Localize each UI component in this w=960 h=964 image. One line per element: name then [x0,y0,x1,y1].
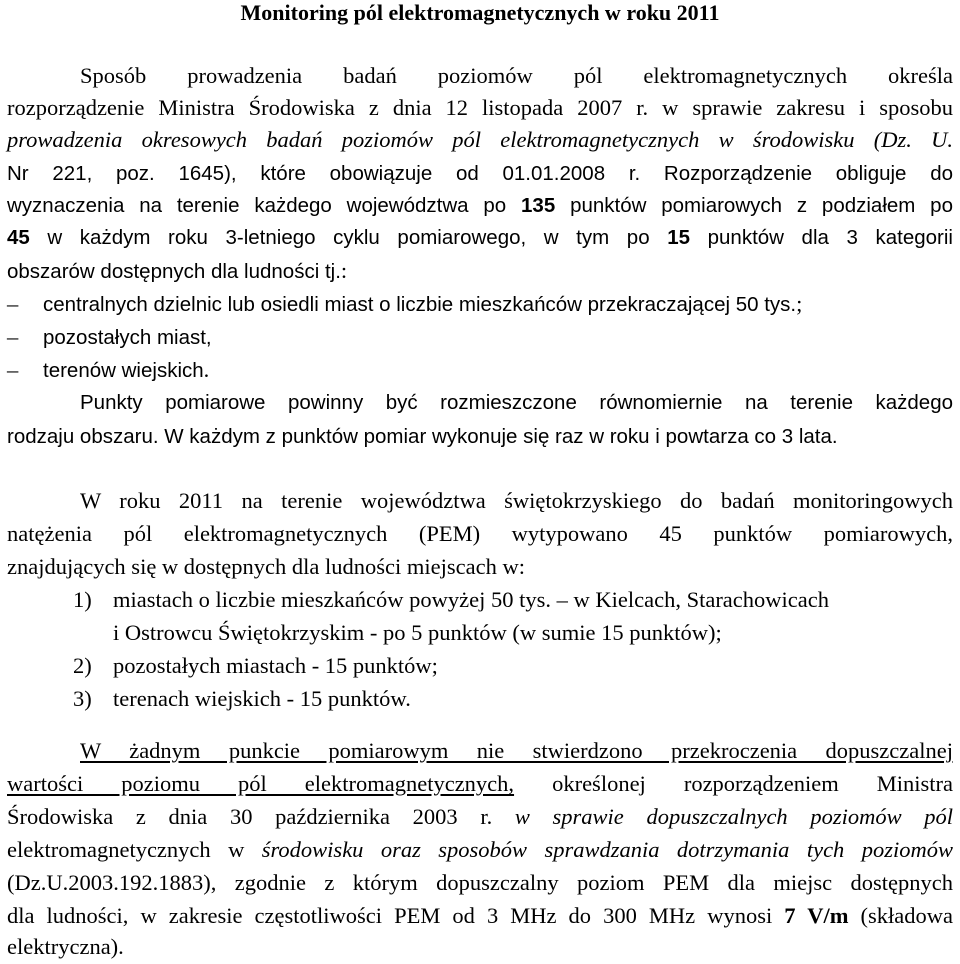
limit-value: 7 V/m [784,903,849,928]
intro-line-5-part-a: wyznaczenia na terenie każdego województwa po [7,194,507,217]
list-item-text: terenach wiejskich - 15 punktów. [113,686,411,711]
y2011-line-3: znajdujących się w dostępnych dla ludności miejscach w: [7,554,525,579]
conclusion-line-4-part-b: środowisku oraz sposobów sprawdzania dotrzymania tych poziomów [261,837,953,862]
count-45: 45 [7,226,30,249]
conclusion-line-3 [7,801,953,834]
conclusion-line-4-part-a: elektromagnetycznych w [7,837,245,862]
conclusion-line-6-part-a: dla ludności, w zakresie częstotliwości PEM od 3 MHz do 300 MHz wynosi [7,903,773,928]
dash-item-text: centralnych dzielnic lub osiedli miast o liczbie mieszkańców przekraczającej 50 tys. [43,293,797,316]
count-15: 15 [667,226,691,249]
conclusion-line-6-part-c: (składowa [860,903,953,928]
intro-line-5 [7,190,953,223]
y2011-line-1: W roku 2011 na terenie województwa świętokrzyskiego do badań monitoringowych [80,488,953,513]
intro-line-6-part-b: punktów dla 3 kategorii [707,226,953,249]
list-item [73,584,953,617]
conclusion-line-4 [7,834,953,867]
count-135: 135 [521,194,556,217]
dash-bullet-icon: – [7,291,19,316]
intro-line-3: prowadzenia okresowych badań poziomów pól elektromagnetycznych w środowisku (Dz. U. [7,127,953,152]
intro-line-2: rozporządzenie Ministra Środowiska z dnia 12 listopada 2007 r. w sprawie zakresu i sposobu [7,95,953,120]
intro-line-7-text: obszarów dostępnych dla ludności tj. [7,260,341,283]
conclusion-line-6 [7,900,953,933]
intro-line-4 [7,157,953,191]
points-line-1: Punkty pomiarowe powinny być rozmieszczone równomiernie na terenie każdego [80,391,953,414]
list-item-continuation: i Ostrowcu Świętokrzyskim - po 5 punktów (w sumie 15 punktów); [113,620,722,645]
points-line-2-text: rodzaju obszaru. W każdym z punktów pomiar wykonuje się raz w roku i powtarza co 3 lata. [7,425,838,448]
intro-line-6-part-a: w każdym roku 3-letniego cyklu pomiarowego, w tym po [47,226,650,249]
intro-line-7-colon: : [340,258,348,283]
conclusion-line-1: W żadnym punkcie pomiarowym nie stwierdzono przekroczenia dopuszczalnej [80,738,953,763]
list-item-text: pozostałych miastach - 15 punktów; [113,653,438,678]
conclusion-line-2-rest: określonej rozporządzeniem Ministra [552,771,953,796]
list-item [73,650,953,683]
dash-item-suffix: . [203,357,210,382]
dash-item-text: pozostałych miast, [43,326,212,349]
list-number: 2) [73,653,92,678]
dash-item-suffix: ; [796,291,803,316]
dash-bullet-icon: – [7,324,19,349]
points-line-2 [7,420,953,454]
page-title: Monitoring pól elektromagnetycznych w roku 2011 [240,0,720,25]
intro-line-4-part-b: Rozporządzenie obliguje do [663,162,953,185]
list-item [73,683,953,716]
conclusion-line-3-date: Środowiska z dnia 30 października 2003 r. [7,804,493,829]
list-item [7,354,953,388]
intro-line-4-part-a: Nr 221, poz. 1645), które obowiązuje od 01.01.2008 r. [7,162,641,185]
conclusion-line-2-underlined: wartości poziomu pól elektromagnetycznych, [7,771,515,796]
dash-bullet-icon: – [7,357,19,382]
conclusion-line-7: elektryczna). [7,934,124,959]
dash-item-text: terenów wiejskich [43,359,204,382]
list-item [7,288,953,322]
conclusion-line-2 [7,768,953,801]
list-item [7,321,953,355]
y2011-line-2: natężenia pól elektromagnetycznych (PEM) wytypowano 45 punktów pomiarowych, [7,521,953,546]
list-number: 1) [73,587,92,612]
conclusion-line-5: (Dz.U.2003.192.1883), zgodnie z którym dopuszczalny poziom PEM dla miejsc dostępnych [7,870,953,895]
intro-line-5-part-b: punktów pomiarowych z podziałem po [570,194,953,217]
conclusion-line-3-regulation: w sprawie dopuszczalnych poziomów pól [514,804,954,829]
intro-line-6 [7,222,953,255]
intro-line-7 [7,255,953,289]
list-number: 3) [73,686,92,711]
list-item-text: miastach o liczbie mieszkańców powyżej 50 tys. – w Kielcach, Starachowicach [113,587,829,612]
intro-line-1: Sposób prowadzenia badań poziomów pól elektromagnetycznych określa [80,63,953,88]
